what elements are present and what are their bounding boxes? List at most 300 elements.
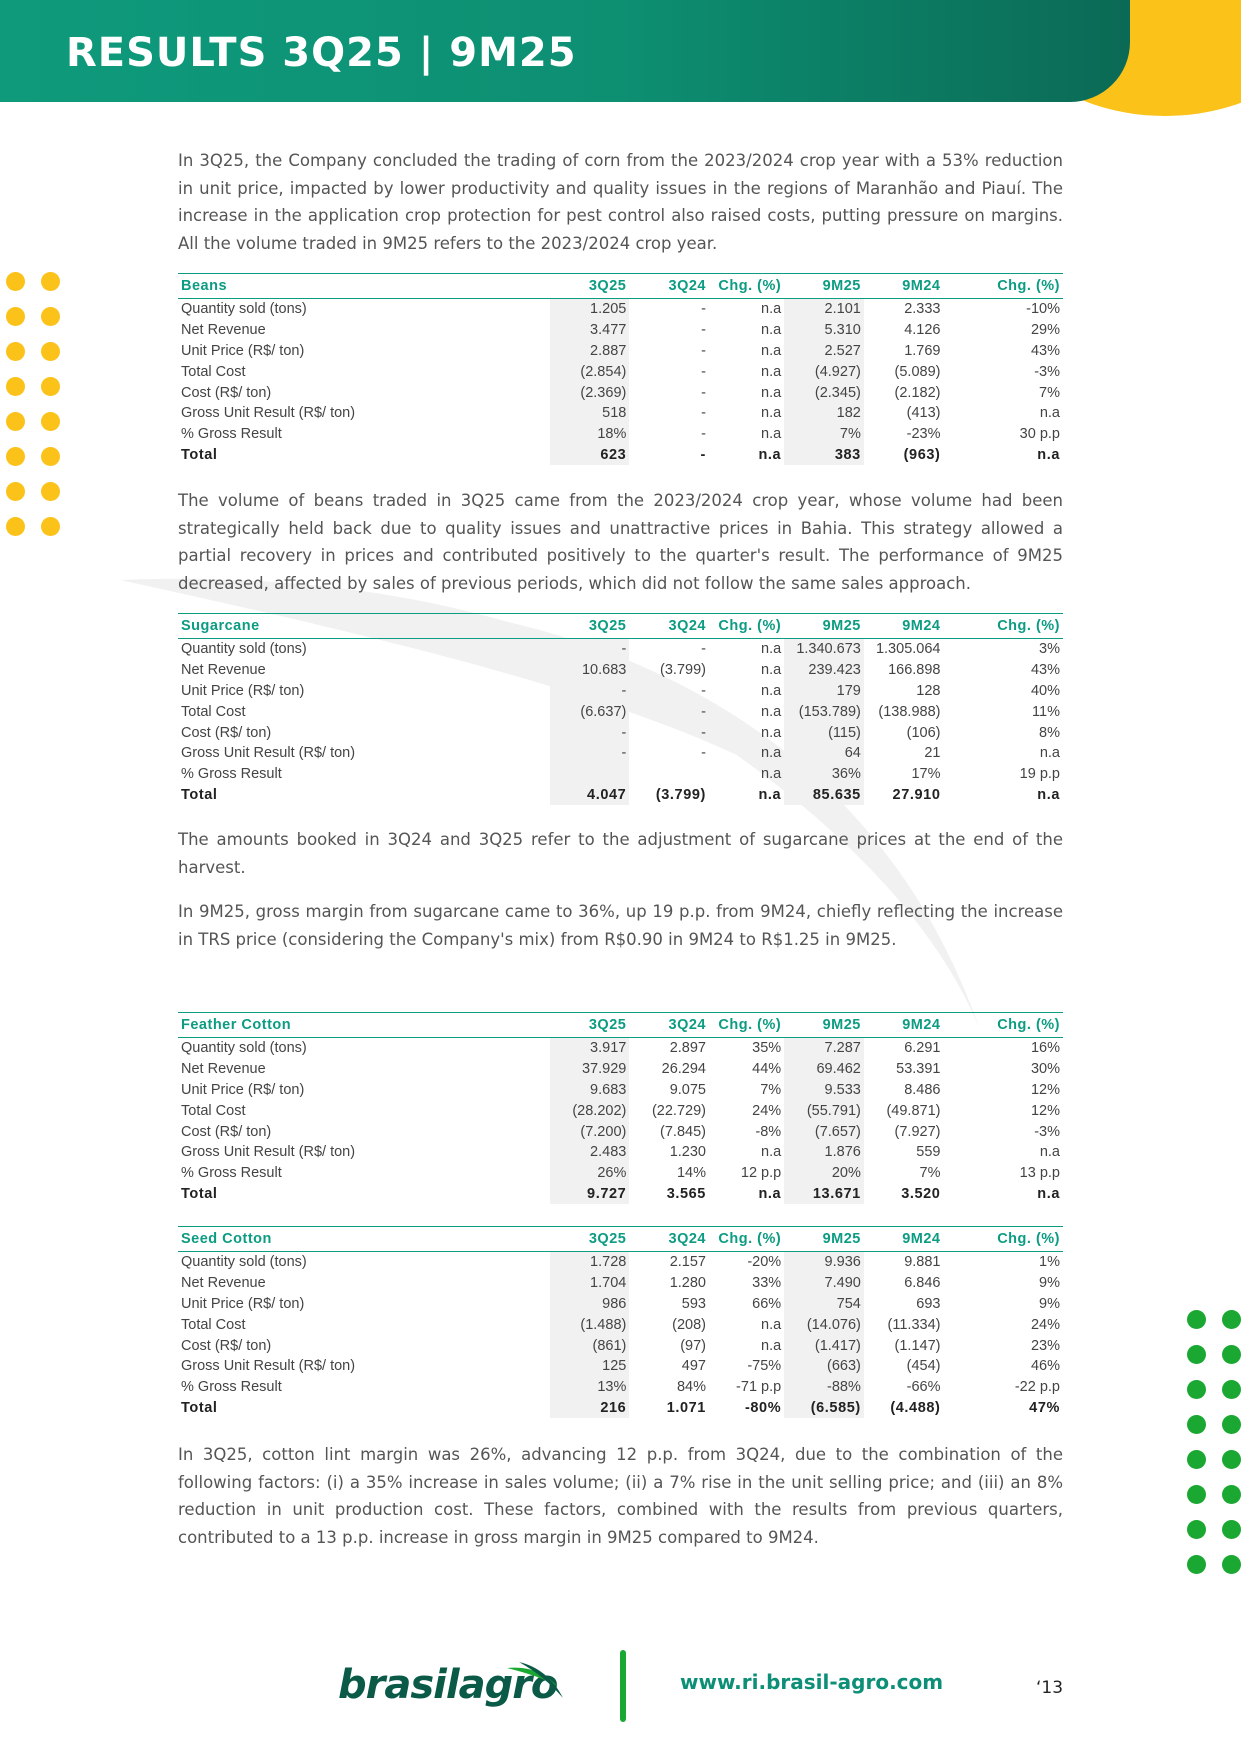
seed-cotton-table bbox=[178, 1226, 1063, 1418]
table-cell: 43% bbox=[1030, 342, 1060, 359]
column-header: Chg. (%) bbox=[943, 274, 1063, 299]
column-header: 9M24 bbox=[864, 1013, 944, 1038]
table-cell: 9.533 bbox=[784, 1080, 864, 1101]
table-cell: 9.683 bbox=[550, 1080, 630, 1101]
table-cell: 216 bbox=[550, 1398, 630, 1419]
table-cell: 53.391 bbox=[896, 1061, 941, 1078]
table-cell: n.a bbox=[761, 682, 782, 699]
table-header-row bbox=[178, 1013, 1063, 1038]
table-cell: (2.369) bbox=[550, 382, 630, 403]
table-cell: 29% bbox=[1030, 322, 1060, 339]
table-row bbox=[178, 299, 1063, 320]
table-row bbox=[178, 1356, 1063, 1377]
table-cell: 19 p.p bbox=[1019, 766, 1060, 783]
table-cell: 166.898 bbox=[888, 662, 941, 679]
table-cell: 3.565 bbox=[666, 1185, 706, 1202]
table-cell: 1.876 bbox=[784, 1142, 864, 1163]
table-cell: n.a bbox=[761, 384, 782, 401]
table-cell: - bbox=[701, 322, 706, 339]
table-cell: - bbox=[550, 722, 630, 743]
table-cell: (4.488) bbox=[890, 1399, 941, 1416]
column-header: 3Q24 bbox=[629, 1013, 709, 1038]
row-label: Total bbox=[181, 1399, 218, 1416]
table-cell: n.a bbox=[758, 446, 782, 463]
table-cell: - bbox=[701, 682, 706, 699]
table-cell: -88% bbox=[784, 1377, 864, 1398]
table-cell: (861) bbox=[550, 1335, 630, 1356]
page-header bbox=[0, 0, 1241, 104]
table-cell: 47% bbox=[1029, 1399, 1060, 1416]
table-cell: 559 bbox=[916, 1144, 941, 1161]
table-cell: 13% bbox=[550, 1377, 630, 1398]
column-header: Chg. (%) bbox=[709, 1227, 784, 1252]
decorative-dots-right bbox=[1187, 1310, 1241, 1574]
table-cell: -75% bbox=[747, 1358, 782, 1375]
table-cell: (2.182) bbox=[894, 384, 941, 401]
column-header: 3Q24 bbox=[629, 614, 709, 639]
table-cell: n.a bbox=[1037, 446, 1060, 463]
table-cell: 2.887 bbox=[550, 341, 630, 362]
table-cell: 9% bbox=[1039, 1295, 1060, 1312]
table-row bbox=[178, 341, 1063, 362]
table-cell: (7.200) bbox=[550, 1121, 630, 1142]
column-header: 3Q24 bbox=[629, 1227, 709, 1252]
row-label: Total Cost bbox=[181, 703, 246, 720]
paragraph-beans: The volume of beans traded in 3Q25 came from the 2023/2024 crop year, whose volume had been strategically held back due to quality issues and unattractive prices in Bahia. This strategy allowed a partial recovery in prices and contributed positively to the quarter's result. The performance of 9M25 decreased, affected by sales of previous periods, which did not follow the same sales approach. bbox=[178, 491, 1063, 593]
column-header: Chg. (%) bbox=[709, 1013, 784, 1038]
table-cell: n.a bbox=[761, 1337, 782, 1354]
table-cell: (3.799) bbox=[655, 786, 706, 803]
row-label: Total bbox=[181, 1185, 218, 1202]
table-cell: 2.333 bbox=[904, 301, 941, 318]
paragraph-sugarcane-margin: In 9M25, gross margin from sugarcane came to 36%, up 19 p.p. from 9M24, chiefly reflecting the increase in TRS price (considering the Company's mix) from R$0.90 in 9M24 to R$1.25 in 9M25. bbox=[178, 902, 1063, 949]
table-cell: n.a bbox=[758, 786, 782, 803]
table-cell: - bbox=[701, 363, 706, 380]
column-header: Chg. (%) bbox=[709, 614, 784, 639]
table-row bbox=[178, 681, 1063, 702]
table-cell: n.a bbox=[1039, 745, 1060, 762]
table-cell: (106) bbox=[906, 724, 941, 741]
table-cell: - bbox=[701, 641, 706, 658]
table-cell: n.a bbox=[761, 1144, 782, 1161]
table-cell: n.a bbox=[1037, 1185, 1060, 1202]
website-link[interactable]: www.ri.brasil-agro.com bbox=[680, 1670, 944, 1694]
total-row bbox=[178, 785, 1063, 806]
table-cell: 2.101 bbox=[784, 299, 864, 320]
table-cell: 14% bbox=[676, 1165, 706, 1182]
table-cell: (2.345) bbox=[784, 382, 864, 403]
table-cell: 2.527 bbox=[784, 341, 864, 362]
table-cell: 7.287 bbox=[784, 1038, 864, 1059]
column-header: 3Q25 bbox=[550, 1013, 630, 1038]
column-header: 3Q24 bbox=[629, 274, 709, 299]
table-cell: 2.483 bbox=[550, 1142, 630, 1163]
table-cell: 27.910 bbox=[892, 786, 941, 803]
table-cell: 9.881 bbox=[904, 1254, 941, 1271]
table-row bbox=[178, 1163, 1063, 1184]
column-header: 9M24 bbox=[864, 614, 944, 639]
table-cell: n.a bbox=[1037, 786, 1060, 803]
table-cell: -3% bbox=[1034, 1123, 1060, 1140]
table-cell: n.a bbox=[761, 1316, 782, 1333]
table-row bbox=[178, 660, 1063, 681]
table-cell: 2.157 bbox=[669, 1254, 706, 1271]
column-header: 3Q25 bbox=[550, 274, 630, 299]
table-cell: -66% bbox=[906, 1379, 941, 1396]
table-header-row bbox=[178, 1227, 1063, 1252]
table-row bbox=[178, 743, 1063, 764]
table-row bbox=[178, 1294, 1063, 1315]
page-number: ‘13 bbox=[1036, 1678, 1064, 1698]
table-cell: (5.089) bbox=[894, 363, 941, 380]
sugarcane-table bbox=[178, 613, 1063, 805]
table-cell: 9.727 bbox=[550, 1184, 630, 1205]
table-cell bbox=[629, 764, 709, 785]
table-cell: n.a bbox=[761, 363, 782, 380]
table-cell: (1.147) bbox=[894, 1337, 941, 1354]
table-cell: 1.305.064 bbox=[875, 641, 941, 658]
row-label: Gross Unit Result (R$/ ton) bbox=[181, 405, 356, 422]
table-cell: 623 bbox=[550, 445, 630, 466]
table-cell: - bbox=[701, 301, 706, 318]
page-title: RESULTS 3Q25 | 9M25 bbox=[66, 30, 577, 76]
table-header-row bbox=[178, 274, 1063, 299]
table-cell: 9% bbox=[1039, 1275, 1060, 1292]
table-cell: 7% bbox=[784, 424, 864, 445]
table-cell: -80% bbox=[744, 1399, 782, 1416]
table-cell: 693 bbox=[916, 1295, 941, 1312]
table-cell: -20% bbox=[747, 1254, 782, 1271]
table-cell: 26.294 bbox=[661, 1061, 706, 1078]
table-cell: n.a bbox=[761, 342, 782, 359]
table-cell: 20% bbox=[784, 1163, 864, 1184]
table-cell: 1.769 bbox=[904, 342, 941, 359]
table-cell: 37.929 bbox=[550, 1059, 630, 1080]
table-cell: (6.585) bbox=[784, 1398, 864, 1419]
table-row bbox=[178, 1273, 1063, 1294]
table-cell: - bbox=[701, 405, 706, 422]
table-row bbox=[178, 1335, 1063, 1356]
table-cell: - bbox=[701, 384, 706, 401]
table-cell: n.a bbox=[761, 426, 782, 443]
table-cell: (7.927) bbox=[894, 1123, 941, 1140]
table-row bbox=[178, 1121, 1063, 1142]
table-cell: 17% bbox=[911, 766, 941, 783]
table-cell: n.a bbox=[761, 766, 782, 783]
table-cell: 2.897 bbox=[669, 1040, 706, 1057]
table-cell: 33% bbox=[752, 1275, 782, 1292]
row-label: Quantity sold (tons) bbox=[181, 301, 307, 318]
column-header: 9M25 bbox=[784, 1013, 864, 1038]
table-cell: (208) bbox=[672, 1316, 706, 1333]
brasilagro-logo-icon bbox=[505, 1660, 565, 1702]
table-cell: 3.917 bbox=[550, 1038, 630, 1059]
table-cell: -71 p.p bbox=[736, 1379, 782, 1396]
row-label: Unit Price (R$/ ton) bbox=[181, 342, 305, 359]
table-cell: (2.854) bbox=[550, 361, 630, 382]
table-cell: n.a bbox=[761, 322, 782, 339]
column-header: 9M25 bbox=[784, 274, 864, 299]
page-footer bbox=[0, 1640, 1241, 1740]
table-cell: 44% bbox=[752, 1061, 782, 1078]
table-cell: 179 bbox=[784, 681, 864, 702]
table-cell: (97) bbox=[680, 1337, 706, 1354]
row-label: % Gross Result bbox=[181, 1165, 282, 1182]
table-cell: n.a bbox=[761, 405, 782, 422]
table-cell: 16% bbox=[1030, 1040, 1060, 1057]
table-cell: -23% bbox=[906, 426, 941, 443]
table-cell: n.a bbox=[761, 641, 782, 658]
row-label: Quantity sold (tons) bbox=[181, 1040, 307, 1057]
table-cell: 593 bbox=[681, 1295, 706, 1312]
paragraph-cotton: In 3Q25, cotton lint margin was 26%, advancing 12 p.p. from 3Q24, due to the combination of the following factors: (i) a 35% increase in sales volume; (ii) a 7% rise in the unit selling price; and (iii) an 8% reduction in unit production cost. These factors, combined with the results from previous quarters, contributed to a 13 p.p. increase in gross margin in 9M25 compared to 9M24. bbox=[178, 1445, 1063, 1547]
table-cell: - bbox=[701, 703, 706, 720]
table-cell: 3% bbox=[1039, 641, 1060, 658]
row-label: Gross Unit Result (R$/ ton) bbox=[181, 745, 356, 762]
table-cell: (454) bbox=[906, 1358, 941, 1375]
table-cell: n.a bbox=[761, 724, 782, 741]
table-cell: (4.927) bbox=[784, 361, 864, 382]
row-label: Total bbox=[181, 786, 218, 803]
table-cell: 11% bbox=[1032, 703, 1060, 720]
table-cell: (663) bbox=[784, 1356, 864, 1377]
table-cell: 12% bbox=[1030, 1081, 1060, 1098]
table-cell: n.a bbox=[758, 1185, 782, 1202]
table-cell: 1.071 bbox=[666, 1399, 706, 1416]
table-cell: 518 bbox=[550, 403, 630, 424]
table-cell: 10.683 bbox=[550, 660, 630, 681]
table-cell: 1% bbox=[1039, 1254, 1060, 1271]
table-row bbox=[178, 424, 1063, 445]
table-cell: 30 p.p bbox=[1019, 426, 1060, 443]
table-cell: 9.936 bbox=[784, 1252, 864, 1273]
table-cell: 7.490 bbox=[784, 1273, 864, 1294]
table-cell: (7.845) bbox=[660, 1123, 706, 1140]
table-cell: n.a bbox=[761, 662, 782, 679]
table-header-row bbox=[178, 614, 1063, 639]
table-title: Seed Cotton bbox=[178, 1227, 550, 1252]
row-label: Unit Price (R$/ ton) bbox=[181, 1081, 305, 1098]
table-cell: 13.671 bbox=[784, 1184, 864, 1205]
row-label: Quantity sold (tons) bbox=[181, 641, 307, 658]
table-cell: (413) bbox=[906, 405, 941, 422]
table-title: Feather Cotton bbox=[178, 1013, 550, 1038]
row-label: Total Cost bbox=[181, 1316, 246, 1333]
table-cell: (1.417) bbox=[784, 1335, 864, 1356]
row-label: Net Revenue bbox=[181, 662, 266, 679]
table-cell: 1.230 bbox=[669, 1144, 706, 1161]
table-cell: (14.076) bbox=[784, 1314, 864, 1335]
table-cell: n.a bbox=[761, 745, 782, 762]
table-row bbox=[178, 1100, 1063, 1121]
table-cell: 24% bbox=[752, 1102, 782, 1119]
feather-cotton-table bbox=[178, 1012, 1063, 1204]
table-row bbox=[178, 722, 1063, 743]
row-label: % Gross Result bbox=[181, 426, 282, 443]
table-cell: 12% bbox=[1030, 1102, 1060, 1119]
table-cell: - bbox=[701, 426, 706, 443]
table-cell: 66% bbox=[752, 1295, 782, 1312]
table-cell: 7% bbox=[919, 1165, 941, 1182]
table-cell: 8.486 bbox=[904, 1081, 941, 1098]
table-cell: 7% bbox=[1039, 384, 1060, 401]
column-header: 9M25 bbox=[784, 1227, 864, 1252]
table-cell: 35% bbox=[752, 1040, 782, 1057]
table-cell: 182 bbox=[784, 403, 864, 424]
row-label: Net Revenue bbox=[181, 1275, 266, 1292]
total-row bbox=[178, 1398, 1063, 1419]
table-cell: -22 p.p bbox=[1014, 1379, 1060, 1396]
brasilagro-logo: brasilagro bbox=[338, 1662, 558, 1708]
table-row bbox=[178, 1252, 1063, 1273]
footer-divider bbox=[620, 1650, 626, 1722]
table-cell: 26% bbox=[550, 1163, 630, 1184]
table-cell: n.a bbox=[761, 703, 782, 720]
beans-table bbox=[178, 273, 1063, 465]
table-cell: - bbox=[701, 342, 706, 359]
column-header: Chg. (%) bbox=[943, 614, 1063, 639]
table-row bbox=[178, 1080, 1063, 1101]
row-label: Cost (R$/ ton) bbox=[181, 724, 272, 741]
table-cell: 36% bbox=[784, 764, 864, 785]
table-row bbox=[178, 382, 1063, 403]
table-cell: 4.047 bbox=[550, 785, 630, 806]
table-cell: 497 bbox=[681, 1358, 706, 1375]
table-cell: 125 bbox=[550, 1356, 630, 1377]
column-header: 9M24 bbox=[864, 1227, 944, 1252]
table-cell: 18% bbox=[550, 424, 630, 445]
table-cell: 1.205 bbox=[550, 299, 630, 320]
table-cell: 3.520 bbox=[901, 1185, 941, 1202]
table-cell: 754 bbox=[784, 1294, 864, 1315]
table-row bbox=[178, 361, 1063, 382]
table-cell: (963) bbox=[903, 446, 941, 463]
table-row bbox=[178, 1377, 1063, 1398]
row-label: Quantity sold (tons) bbox=[181, 1254, 307, 1271]
table-cell: n.a bbox=[761, 301, 782, 318]
table-cell: (138.988) bbox=[878, 703, 941, 720]
total-row bbox=[178, 1184, 1063, 1205]
table-cell: - bbox=[701, 745, 706, 762]
table-cell: 6.846 bbox=[904, 1275, 941, 1292]
table-row bbox=[178, 639, 1063, 660]
row-label: Net Revenue bbox=[181, 322, 266, 339]
table-cell: - bbox=[550, 743, 630, 764]
table-cell: 85.635 bbox=[784, 785, 864, 806]
column-header: 3Q25 bbox=[550, 614, 630, 639]
table-title: Sugarcane bbox=[178, 614, 550, 639]
table-cell: (7.657) bbox=[784, 1121, 864, 1142]
table-cell: n.a bbox=[1039, 1144, 1060, 1161]
row-label: Gross Unit Result (R$/ ton) bbox=[181, 1358, 356, 1375]
table-cell: 8% bbox=[1039, 724, 1060, 741]
table-cell: 69.462 bbox=[784, 1059, 864, 1080]
table-cell bbox=[550, 764, 630, 785]
table-cell: 4.126 bbox=[904, 322, 941, 339]
table-cell: 64 bbox=[784, 743, 864, 764]
table-cell: 6.291 bbox=[904, 1040, 941, 1057]
table-cell: -10% bbox=[1026, 301, 1060, 318]
table-cell: - bbox=[550, 681, 630, 702]
table-cell: 84% bbox=[676, 1379, 706, 1396]
row-label: Total Cost bbox=[181, 1102, 246, 1119]
table-cell: (28.202) bbox=[550, 1100, 630, 1121]
row-label: Total Cost bbox=[181, 363, 246, 380]
table-cell: 24% bbox=[1030, 1316, 1060, 1333]
row-label: Unit Price (R$/ ton) bbox=[181, 682, 305, 699]
table-cell: (153.789) bbox=[784, 701, 864, 722]
table-cell: 128 bbox=[916, 682, 941, 699]
column-header: 9M25 bbox=[784, 614, 864, 639]
table-cell: 40% bbox=[1030, 682, 1060, 699]
paragraph-corn: In 3Q25, the Company concluded the trading of corn from the 2023/2024 crop year with a 53% reduction in unit price, impacted by lower productivity and quality issues in the regions of Maranhão and Piauí. The increase in the application crop protection for pest control also raised costs, putting pressure on margins. All the volume traded in 9M25 refers to the 2023/2024 crop year. bbox=[178, 151, 1063, 253]
row-label: % Gross Result bbox=[181, 766, 282, 783]
table-cell: 23% bbox=[1030, 1337, 1060, 1354]
table-cell: 13 p.p bbox=[1019, 1165, 1060, 1182]
row-label: Gross Unit Result (R$/ ton) bbox=[181, 1144, 356, 1161]
table-cell: - bbox=[550, 639, 630, 660]
table-cell: 30% bbox=[1030, 1061, 1060, 1078]
table-cell: 239.423 bbox=[784, 660, 864, 681]
table-row bbox=[178, 1142, 1063, 1163]
table-cell: (22.729) bbox=[651, 1102, 706, 1119]
column-header: Chg. (%) bbox=[943, 1227, 1063, 1252]
table-cell: -8% bbox=[755, 1123, 782, 1140]
table-row bbox=[178, 320, 1063, 341]
table-row bbox=[178, 403, 1063, 424]
table-row bbox=[178, 701, 1063, 722]
row-label: Cost (R$/ ton) bbox=[181, 384, 272, 401]
table-cell: - bbox=[701, 724, 706, 741]
decorative-dots-left bbox=[6, 272, 60, 536]
table-cell: (49.871) bbox=[886, 1102, 941, 1119]
table-cell: 46% bbox=[1030, 1358, 1060, 1375]
table-cell: 1.340.673 bbox=[784, 639, 864, 660]
column-header: 3Q25 bbox=[550, 1227, 630, 1252]
table-row bbox=[178, 1038, 1063, 1059]
row-label: Unit Price (R$/ ton) bbox=[181, 1295, 305, 1312]
table-cell: 43% bbox=[1030, 662, 1060, 679]
table-row bbox=[178, 1059, 1063, 1080]
table-cell: 12 p.p bbox=[740, 1165, 782, 1182]
table-cell: (55.791) bbox=[784, 1100, 864, 1121]
table-cell: - bbox=[700, 446, 706, 463]
total-row bbox=[178, 445, 1063, 466]
table-cell: 1.704 bbox=[550, 1273, 630, 1294]
table-cell: (11.334) bbox=[887, 1316, 941, 1333]
table-cell: (6.637) bbox=[550, 701, 630, 722]
table-cell: 383 bbox=[784, 445, 864, 466]
column-header: 9M24 bbox=[864, 274, 944, 299]
row-label: Cost (R$/ ton) bbox=[181, 1337, 272, 1354]
row-label: % Gross Result bbox=[181, 1379, 282, 1396]
table-cell: (1.488) bbox=[550, 1314, 630, 1335]
column-header: Chg. (%) bbox=[709, 274, 784, 299]
row-label: Net Revenue bbox=[181, 1061, 266, 1078]
table-title: Beans bbox=[178, 274, 550, 299]
row-label: Cost (R$/ ton) bbox=[181, 1123, 272, 1140]
table-cell: 1.728 bbox=[550, 1252, 630, 1273]
table-cell: (3.799) bbox=[660, 662, 706, 679]
paragraph-sugarcane-adjustment: The amounts booked in 3Q24 and 3Q25 refer to the adjustment of sugarcane prices at the end of the harvest. bbox=[178, 830, 1063, 877]
table-cell: 5.310 bbox=[784, 320, 864, 341]
table-row bbox=[178, 764, 1063, 785]
table-cell: 986 bbox=[550, 1294, 630, 1315]
column-header: Chg. (%) bbox=[943, 1013, 1063, 1038]
table-cell: -3% bbox=[1034, 363, 1060, 380]
table-cell: 21 bbox=[924, 745, 941, 762]
table-cell: 9.075 bbox=[669, 1081, 706, 1098]
